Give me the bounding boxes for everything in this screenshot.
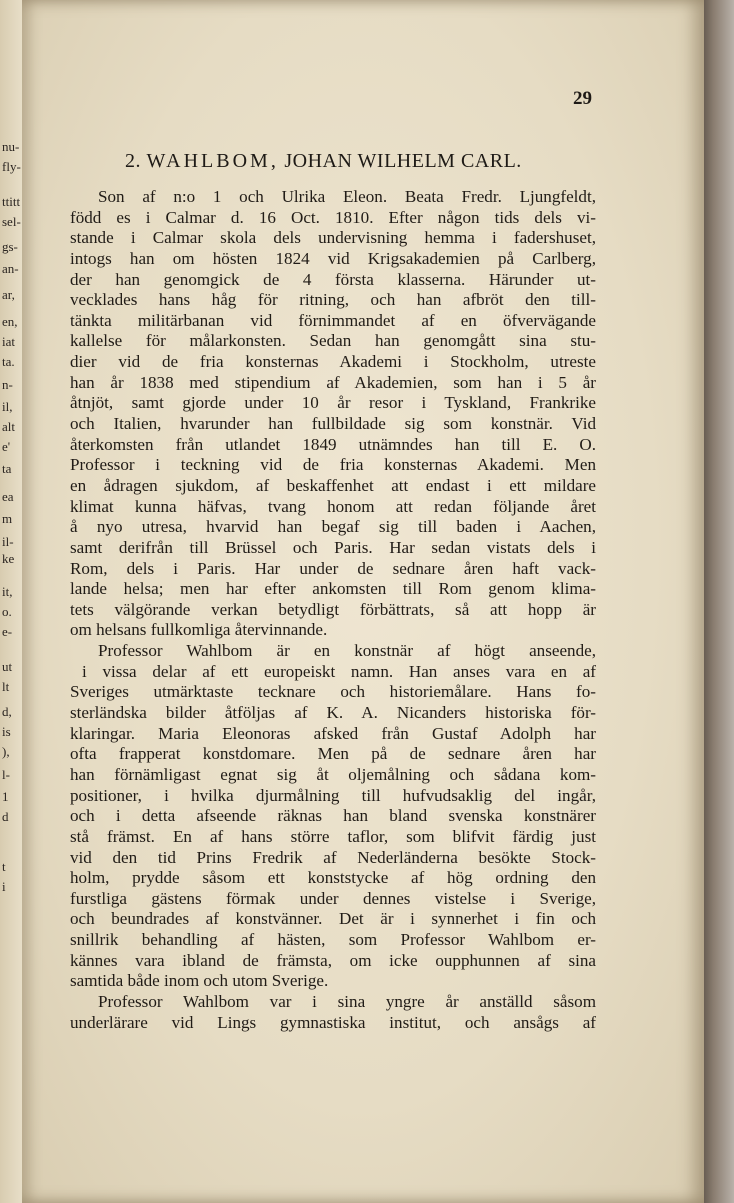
text-line: han förnämligast egnat sig åt oljemålning och sådana kom- (70, 764, 596, 784)
previous-page-fragment: il- (2, 534, 14, 549)
text-line: dier vid de fria konsternas Akademi i Stockholm, utreste (70, 352, 596, 372)
text-line: Sveriges utmärktaste tecknare och historiemålare. Hans fo- (70, 682, 596, 702)
text-line: samtida både inom och utom Sverige. (70, 971, 329, 991)
text-line: kännes vara ibland de främsta, om icke oupphunnen af sina (70, 950, 596, 970)
text-line: furstliga gästens förmak under dennes vistelse i Sverige, (70, 888, 596, 908)
previous-page-fragment: en, (2, 314, 18, 329)
text-line: holm, prydde såsom ett konststycke af hög ordning den (70, 868, 596, 888)
text-line: å nyo utresa, hvarvid han begaf sig till baden i Aachen, (70, 517, 596, 537)
text-line: lande helsa; men har efter ankomsten till Rom genom klima- (70, 579, 596, 599)
entry-heading (125, 150, 522, 173)
previous-page-fragment: i (2, 879, 6, 894)
previous-page-fragment: ke (2, 551, 15, 566)
previous-page-fragment: ), (2, 744, 10, 759)
text-line: ofta frapperat konstdomare. Men på de sednare åren har (70, 744, 596, 764)
entry-given-names: JOHAN WILHELM CARL. (284, 150, 522, 172)
previous-page-fragment: il, (2, 399, 13, 414)
body-text (70, 187, 596, 1033)
text-line: född es i Calmar d. 16 Oct. 1810. Efter någon tids dels vi- (70, 207, 596, 227)
text-line: stande i Calmar skola dels undervisning hemma i fadershuset, (70, 228, 596, 248)
previous-page-fragment: ta. (2, 354, 15, 369)
previous-page-fragment: ut (2, 659, 13, 674)
text-line: tets välgörande verkan betydligt förbättrats, så att hopp är (70, 599, 596, 619)
previous-page-fragment: lt (2, 679, 10, 694)
text-line: han år 1838 med stipendium af Akademien, som han i 5 år (70, 372, 596, 392)
text-line: intogs han om hösten 1824 vid Krigsakademien på Carlberg, (70, 248, 596, 268)
previous-page-fragment: is (2, 724, 11, 739)
previous-page-fragment: nu- (2, 139, 20, 154)
previous-page-fragment: ttitt (2, 194, 21, 209)
text-line: och beundrades af konstvänner. Det är i synnerhet i fin och (70, 909, 596, 929)
previous-page-fragment: alt (2, 419, 15, 434)
text-line: kallelse för målarkonsten. Sedan han genomgått sina stu- (70, 331, 596, 351)
previous-page-fragment: m (2, 511, 13, 526)
text-line: sterländska bilder åtföljas af K. A. Nicanders historiska för- (70, 703, 596, 723)
entry-number: 2. (125, 150, 141, 172)
text-line: vecklades hans håg för ritning, och han afbröt den till- (70, 290, 596, 310)
previous-page-margin (0, 0, 24, 1203)
previous-page-fragment: o. (2, 604, 12, 619)
page-number: 29 (573, 88, 592, 109)
text-line: i vissa delar af ett europeiskt namn. Han anses vara en af (82, 661, 596, 681)
previous-page-fragment: ar, (2, 287, 15, 302)
text-line: Professor Wahlbom var i sina yngre år anställd såsom (98, 991, 596, 1011)
text-line: återkomsten från utlandet 1849 utnämndes han till E. O. (70, 434, 596, 454)
text-line: Rom, dels i Paris. Har under de sednare åren haft vack- (70, 558, 596, 578)
previous-page-fragment: l- (2, 767, 10, 782)
previous-page-fragment: t (2, 859, 6, 874)
text-line: och Italien, hvarunder han fullbildade sig som konstnär. Vid (70, 414, 596, 434)
previous-page-fragment: fly- (2, 159, 21, 174)
previous-page-fragment: gs- (2, 239, 18, 254)
text-line: klaringar. Maria Eleonoras afsked från Gustaf Adolph har (70, 723, 596, 743)
text-line: underlärare vid Lings gymnastiska institut, och ansågs af (70, 1012, 596, 1032)
text-line: snillrik behandling af hästen, som Professor Wahlbom er- (70, 930, 596, 950)
previous-page-fragment: ea (2, 489, 14, 504)
entry-surname: WAHLBOM, (146, 150, 279, 172)
text-line: Professor Wahlbom är en konstnär af högt anseende, (98, 641, 596, 661)
text-line: Professor i teckning vid de fria konsternas Akademi. Men (70, 455, 596, 475)
previous-page-fragment: e- (2, 624, 13, 639)
text-line: vid den tid Prins Fredrik af Nederländerna besökte Stock- (70, 847, 596, 867)
previous-page-fragment: d (2, 809, 9, 824)
previous-page-fragment: an- (2, 261, 19, 276)
text-line: klimat kunna häfvas, tvang honom att redan följande året (70, 496, 596, 516)
previous-page-fragment: it, (2, 584, 13, 599)
text-line: och i detta afseende räknas han bland svenska konstnärer (70, 806, 596, 826)
text-line: samt derifrån till Brüssel och Paris. Har sedan vistats dels i (70, 537, 596, 557)
previous-page-fragment: 1 (2, 789, 9, 804)
scan-background-edge (700, 0, 734, 1203)
text-line: positioner, i hvilka djurmålning till hufvudsaklig del ingår, (70, 785, 596, 805)
previous-page-fragment: sel- (2, 214, 21, 229)
text-line: en ådragen sjukdom, af beskaffenhet att endast i ett mildare (70, 475, 596, 495)
text-line: stå främst. En af hans större taflor, som blifvit färdig just (70, 826, 596, 846)
previous-page-fragment: e' (2, 439, 11, 454)
text-line: om helsans fullkomliga återvinnande. (70, 620, 328, 640)
text-line: der han genomgick de 4 första klasserna. Härunder ut- (70, 269, 596, 289)
previous-page-fragment: d, (2, 704, 12, 719)
text-line: tänkta militärbanan vid förnimmandet af en öfvervägande (70, 310, 596, 330)
previous-page-fragment: iat (2, 334, 15, 349)
text-line: åtnjöt, samt gjorde under 10 år resor i Tyskland, Frankrike (70, 393, 596, 413)
previous-page-fragment: n- (2, 377, 13, 392)
previous-page-fragment: ta (2, 461, 12, 476)
text-line: Son af n:o 1 och Ulrika Eleon. Beata Fredr. Ljungfeldt, (98, 187, 596, 206)
book-page (22, 0, 704, 1203)
